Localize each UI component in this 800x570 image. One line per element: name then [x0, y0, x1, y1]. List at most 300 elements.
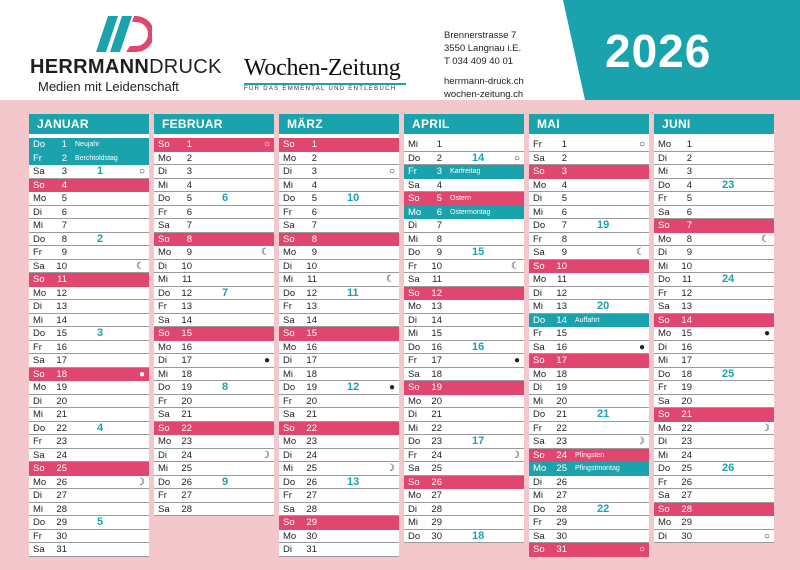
day-row	[154, 435, 274, 449]
day-number: 6	[436, 206, 442, 218]
day-number: 8	[686, 233, 692, 245]
weekday: Fr	[408, 166, 417, 177]
weekday: Sa	[283, 220, 295, 231]
day-number: 22	[556, 422, 567, 434]
weekday: Mi	[283, 274, 294, 285]
weekday: Di	[158, 449, 167, 461]
day-number: 17	[56, 355, 67, 366]
weekday: Fr	[158, 301, 167, 312]
day-row	[529, 341, 649, 355]
weekday: Sa	[283, 503, 295, 515]
weekday: So	[283, 517, 295, 528]
weekday: Sa	[33, 544, 45, 555]
week-number: 14	[472, 151, 485, 164]
address-block	[444, 29, 524, 101]
day-number: 21	[56, 409, 67, 420]
weekday: Mo	[33, 382, 47, 393]
day-row	[154, 408, 274, 422]
day-row	[529, 435, 649, 449]
moon-phase-icon: ☽	[136, 476, 145, 488]
day-row	[29, 165, 149, 179]
weekday: Di	[658, 436, 667, 447]
weekday: Mo	[408, 301, 422, 312]
day-number: 1	[436, 139, 442, 150]
weekday: So	[533, 544, 545, 555]
day-number: 28	[556, 503, 567, 515]
day-row	[279, 152, 399, 166]
weekday: Mi	[283, 368, 294, 380]
weekday: Di	[408, 409, 417, 420]
day-number: 21	[181, 409, 192, 420]
weekday: Fr	[533, 517, 542, 528]
weekday: Do	[408, 247, 421, 258]
day-row	[279, 462, 399, 476]
day-row	[154, 395, 274, 409]
weekday: Di	[408, 220, 417, 231]
moon-phase-icon: ○	[388, 166, 395, 177]
day-row	[529, 543, 649, 557]
day-row	[654, 368, 774, 382]
weekday: Do	[158, 382, 171, 393]
day-row	[654, 179, 774, 193]
weekday: Fr	[283, 395, 292, 407]
day-number: 29	[306, 517, 317, 528]
day-row	[654, 476, 774, 490]
weekday: Mo	[408, 490, 422, 501]
weekday: Do	[533, 314, 546, 326]
day-number: 11	[57, 274, 67, 285]
day-row	[279, 233, 399, 247]
week-number: 20	[597, 300, 610, 312]
day-number: 14	[181, 314, 192, 326]
day-number: 11	[182, 274, 192, 285]
day-row	[154, 462, 274, 476]
weekday: Sa	[158, 409, 170, 420]
day-number: 24	[181, 449, 192, 461]
wochen-zeitung-subtitle: FÜR DAS EMMENTAL UND ENTLEBUCH	[244, 86, 397, 92]
weekday: Do	[158, 193, 171, 204]
weekday: Di	[533, 476, 542, 488]
day-row	[154, 273, 274, 287]
day-row	[404, 300, 524, 314]
day-row	[404, 381, 524, 395]
weekday: So	[158, 233, 170, 245]
day-number: 7	[686, 220, 692, 231]
day-number: 16	[431, 341, 442, 353]
day-row	[654, 435, 774, 449]
weekday: Di	[658, 152, 667, 164]
day-row	[279, 260, 399, 274]
day-number: 13	[56, 301, 67, 312]
day-number: 2	[436, 152, 442, 164]
weekday: Fr	[33, 152, 42, 164]
day-row	[529, 449, 649, 463]
day-number: 13	[556, 301, 567, 312]
week-number: 19	[597, 219, 610, 231]
day-number: 20	[556, 395, 567, 407]
day-row	[529, 192, 649, 206]
day-row	[404, 449, 524, 463]
day-row	[529, 152, 649, 166]
header	[0, 0, 800, 100]
weekday: Di	[158, 355, 167, 366]
day-number: 15	[181, 328, 192, 339]
day-row	[29, 395, 149, 409]
weekday: Mo	[33, 193, 47, 204]
weekday: Sa	[533, 530, 545, 542]
weekday: So	[283, 233, 295, 245]
day-number: 16	[181, 341, 192, 353]
day-number: 22	[681, 422, 692, 434]
day-row	[29, 192, 149, 206]
day-row	[154, 219, 274, 233]
week-number: 2	[97, 232, 104, 245]
weekday: Mo	[158, 341, 172, 353]
weekday: So	[533, 166, 545, 177]
day-row	[529, 273, 649, 287]
weekday: So	[658, 314, 670, 326]
day-row	[154, 300, 274, 314]
month-title: FEBRUAR	[154, 114, 274, 134]
day-row	[404, 246, 524, 260]
day-list	[29, 138, 149, 557]
day-number: 15	[556, 328, 567, 339]
day-number: 18	[181, 368, 192, 380]
weekday: So	[658, 220, 670, 231]
day-number: 21	[431, 409, 442, 420]
day-list	[654, 138, 774, 543]
month-märz	[279, 114, 399, 557]
weekday: So	[283, 422, 295, 434]
day-number: 9	[436, 247, 442, 258]
day-number: 1	[561, 139, 567, 150]
weekday: Do	[658, 274, 671, 285]
weekday: So	[408, 382, 420, 393]
day-number: 6	[311, 206, 317, 218]
weekday: Sa	[33, 449, 45, 461]
weekday: Sa	[533, 247, 545, 258]
weekday: Mi	[158, 179, 169, 191]
moon-phase-icon: ○	[138, 166, 145, 177]
day-number: 27	[56, 490, 67, 501]
day-number: 8	[311, 233, 317, 245]
day-number: 18	[56, 368, 67, 380]
day-number: 26	[556, 476, 567, 488]
weekday: Do	[33, 139, 46, 150]
weekday: Mo	[658, 517, 672, 528]
weekday: Mo	[658, 139, 672, 150]
moon-phase-icon: ☽	[761, 422, 770, 434]
weekday: Mo	[158, 152, 172, 164]
moon-phase-icon: ☾	[136, 260, 145, 272]
moon-phase-icon: ●	[638, 341, 645, 353]
weekday: Di	[408, 503, 417, 515]
weekday: Mi	[408, 139, 419, 150]
weekday: Fr	[533, 422, 542, 434]
day-row	[29, 476, 149, 490]
weekday: Mi	[33, 409, 44, 420]
day-number: 10	[56, 260, 67, 272]
day-row	[529, 489, 649, 503]
day-number: 30	[431, 530, 442, 542]
day-number: 4	[561, 179, 567, 191]
day-number: 28	[56, 503, 67, 515]
weekday: Di	[283, 260, 292, 272]
day-number: 14	[431, 314, 442, 326]
day-row	[29, 179, 149, 193]
day-row	[29, 530, 149, 544]
weekday: So	[408, 193, 420, 204]
day-number: 30	[556, 530, 567, 542]
weekday: Sa	[533, 341, 545, 353]
day-row	[279, 530, 399, 544]
weekday: Mo	[658, 233, 672, 245]
day-number: 3	[436, 166, 442, 177]
month-april	[404, 114, 524, 543]
day-row	[529, 381, 649, 395]
day-number: 27	[556, 490, 567, 501]
day-number: 20	[181, 395, 192, 407]
weekday: Fr	[408, 355, 417, 366]
day-number: 3	[61, 166, 67, 177]
day-number: 16	[556, 341, 567, 353]
weekday: Fr	[408, 260, 417, 272]
day-row	[29, 449, 149, 463]
day-number: 23	[56, 436, 67, 447]
weekday: Do	[533, 220, 546, 231]
weekday: So	[283, 139, 295, 150]
day-number: 2	[561, 152, 567, 164]
address-web-herrmann[interactable]: herrmann-druck.ch	[444, 76, 524, 87]
day-number: 17	[681, 355, 692, 366]
day-number: 27	[431, 490, 442, 501]
day-row	[154, 179, 274, 193]
weekday: Do	[408, 341, 421, 353]
day-row	[654, 300, 774, 314]
day-number: 23	[181, 436, 192, 447]
day-row	[154, 165, 274, 179]
day-row	[654, 516, 774, 530]
week-number: 15	[472, 246, 485, 258]
day-row	[154, 489, 274, 503]
moon-phase-icon: ○	[513, 152, 520, 164]
weekday: Di	[33, 206, 42, 218]
day-number: 6	[561, 206, 567, 218]
day-row	[404, 503, 524, 517]
herrmanndruck-logo-icon	[96, 16, 152, 52]
weekday: Do	[158, 287, 171, 299]
day-number: 30	[681, 530, 692, 542]
week-number: 4	[97, 421, 104, 434]
day-row	[654, 354, 774, 368]
day-number: 19	[681, 382, 692, 393]
moon-phase-icon: ☽	[636, 436, 645, 447]
tagline: Medien mit Leidenschaft	[38, 79, 179, 94]
day-number: 15	[56, 328, 67, 339]
day-row	[404, 476, 524, 490]
day-number: 3	[561, 166, 567, 177]
day-number: 12	[556, 287, 567, 299]
day-row	[404, 233, 524, 247]
day-number: 2	[686, 152, 692, 164]
day-row	[279, 246, 399, 260]
day-row	[279, 314, 399, 328]
weekday: Mi	[533, 395, 544, 407]
day-number: 24	[306, 449, 317, 461]
day-row	[404, 341, 524, 355]
day-number: 10	[306, 260, 317, 272]
day-row	[29, 260, 149, 274]
week-number: 6	[222, 192, 229, 204]
weekday: Mi	[408, 422, 419, 434]
weekday: So	[33, 368, 45, 380]
weekday: Mo	[533, 463, 547, 474]
day-row	[29, 246, 149, 260]
day-number: 3	[186, 166, 192, 177]
week-number: 5	[97, 516, 104, 528]
day-number: 25	[306, 463, 317, 474]
day-row	[154, 260, 274, 274]
day-row	[154, 381, 274, 395]
address-web-wochenzeitung[interactable]: wochen-zeitung.ch	[444, 89, 524, 100]
day-row	[529, 260, 649, 274]
day-row	[404, 516, 524, 530]
week-number: 10	[347, 192, 360, 204]
day-number: 9	[61, 247, 67, 258]
weekday: Do	[283, 193, 296, 204]
week-number: 3	[97, 327, 104, 339]
weekday: Mo	[533, 179, 547, 191]
day-row	[529, 219, 649, 233]
day-number: 17	[306, 355, 317, 366]
day-number: 14	[681, 314, 692, 326]
day-number: 22	[306, 422, 317, 434]
weekday: Sa	[158, 220, 170, 231]
weekday: Sa	[33, 260, 45, 272]
weekday: Sa	[408, 368, 420, 380]
day-number: 4	[186, 179, 192, 191]
weekday: Fr	[658, 287, 667, 299]
day-number: 11	[307, 274, 317, 285]
day-row	[404, 530, 524, 544]
day-number: 2	[186, 152, 192, 164]
day-row	[29, 273, 149, 287]
day-number: 24	[56, 449, 67, 461]
day-number: 9	[686, 247, 692, 258]
moon-phase-icon: ☽	[261, 449, 270, 461]
day-number: 15	[431, 328, 442, 339]
weekday: Mo	[283, 530, 297, 542]
day-number: 19	[556, 382, 567, 393]
day-row	[404, 408, 524, 422]
weekday: So	[408, 287, 420, 299]
day-number: 27	[181, 490, 192, 501]
holiday-label: Neujahr	[75, 141, 100, 148]
day-list	[279, 138, 399, 557]
address-city: 3550 Langnau i.E.	[444, 43, 522, 54]
weekday: Mo	[408, 395, 422, 407]
day-row	[404, 287, 524, 301]
moon-phase-icon: ●	[263, 355, 270, 366]
weekday: Do	[33, 328, 46, 339]
day-number: 5	[436, 193, 442, 204]
day-number: 19	[306, 382, 317, 393]
day-row	[29, 368, 149, 382]
month-title: MAI	[529, 114, 649, 134]
weekday: Sa	[33, 355, 45, 366]
day-number: 26	[431, 476, 442, 488]
day-number: 5	[311, 193, 317, 204]
day-number: 14	[306, 314, 317, 326]
weekday: Fr	[283, 301, 292, 312]
weekday: Sa	[283, 314, 295, 326]
weekday: Mo	[158, 436, 172, 447]
weekday: Do	[283, 382, 296, 393]
day-number: 12	[56, 287, 67, 299]
weekday: Mo	[283, 341, 297, 353]
day-number: 13	[431, 301, 442, 312]
day-number: 9	[311, 247, 317, 258]
moon-phase-icon: ○	[763, 530, 770, 542]
weekday: Sa	[33, 166, 45, 177]
day-number: 27	[681, 490, 692, 501]
day-row	[154, 354, 274, 368]
day-number: 29	[56, 517, 67, 528]
day-row	[154, 246, 274, 260]
day-row	[529, 287, 649, 301]
day-row	[529, 246, 649, 260]
holiday-label: Pfingsten	[575, 451, 605, 459]
week-number: 11	[347, 286, 359, 299]
day-row	[654, 381, 774, 395]
day-row	[404, 368, 524, 382]
weekday: Mi	[533, 301, 544, 312]
day-number: 18	[556, 368, 567, 380]
moon-phase-icon: ☽	[386, 463, 395, 474]
week-number: 24	[722, 273, 735, 285]
day-row	[154, 233, 274, 247]
weekday: Di	[33, 490, 42, 501]
month-title: JUNI	[654, 114, 774, 134]
weekday: Fr	[658, 193, 667, 204]
day-row	[404, 179, 524, 193]
day-row	[279, 381, 399, 395]
day-number: 23	[681, 436, 692, 447]
day-number: 25	[556, 463, 567, 474]
day-row	[279, 489, 399, 503]
day-row	[154, 449, 274, 463]
day-number: 30	[306, 530, 317, 542]
day-row	[654, 206, 774, 220]
weekday: Do	[408, 530, 421, 542]
weekday: Mi	[408, 328, 419, 339]
weekday: Fr	[33, 436, 42, 447]
day-row	[529, 300, 649, 314]
weekday: Di	[658, 341, 667, 353]
week-number: 23	[722, 178, 735, 191]
day-row	[29, 314, 149, 328]
holiday-label: Ostermontag	[450, 208, 491, 216]
moon-phase-icon: ☾	[261, 247, 270, 258]
day-number: 29	[681, 517, 692, 528]
weekday: Mo	[283, 152, 297, 164]
weekday: Do	[658, 179, 671, 191]
weekday: So	[33, 274, 45, 285]
weekday: Di	[533, 193, 542, 204]
day-row	[529, 503, 649, 517]
weekday: So	[283, 328, 295, 339]
day-row	[279, 192, 399, 206]
